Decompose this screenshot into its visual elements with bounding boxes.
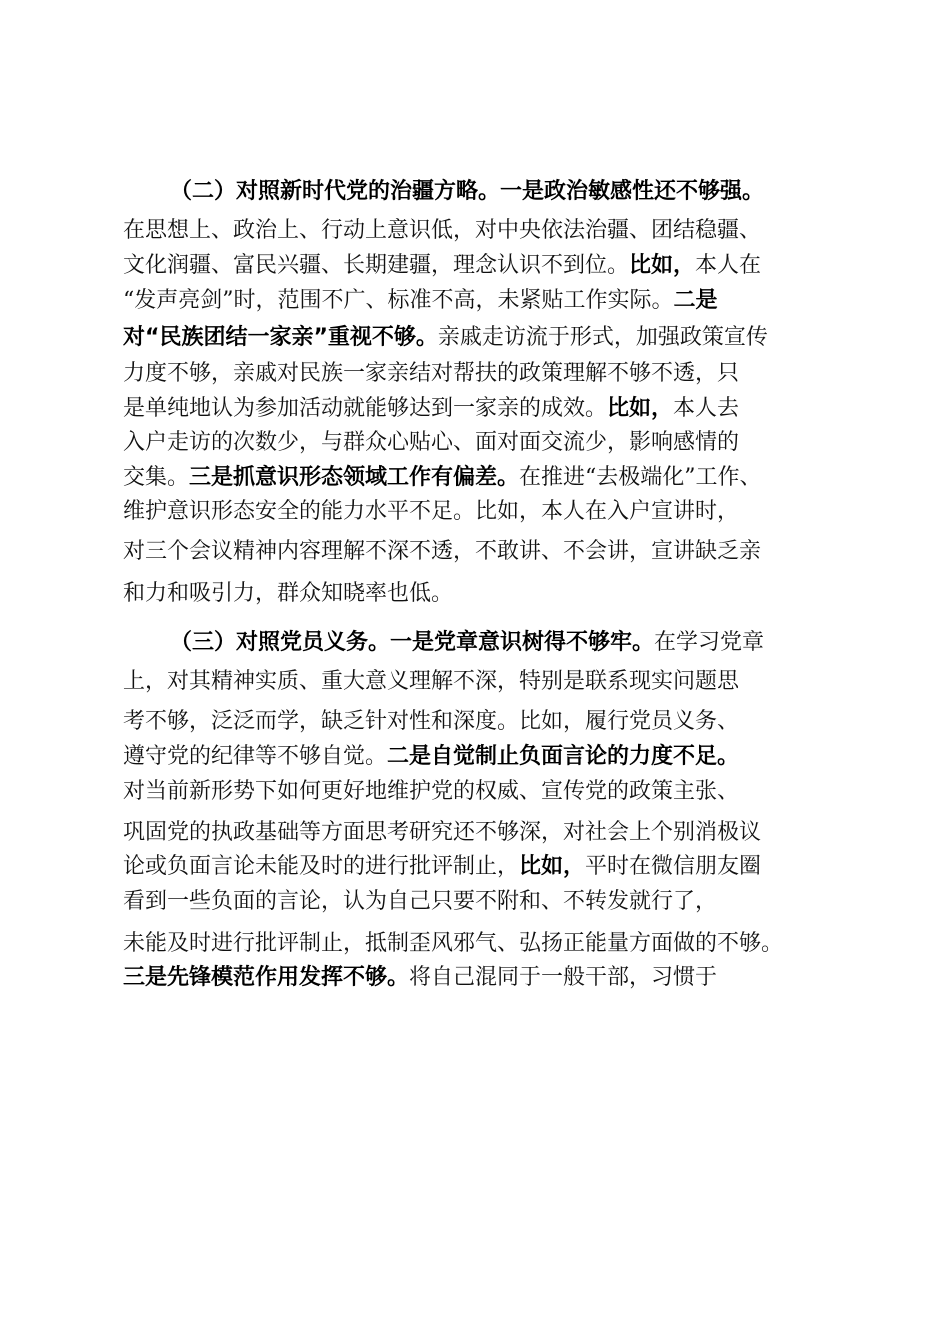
paragraph-line	[123, 777, 739, 807]
paragraph-line	[123, 963, 717, 993]
text-segment: 入户走访的次数少，与群众心贴心、面对面交流少，影响感情的	[123, 430, 740, 455]
paragraph-line	[123, 216, 761, 246]
bold-text-segment: 二是	[673, 288, 718, 313]
bold-text-segment: 对“民族团结一家亲”重视不够。	[123, 325, 438, 350]
bold-text-segment: （二）对照新时代党的治疆方略。一是政治敏感性还不够强。	[170, 179, 765, 204]
paragraph-line	[123, 323, 768, 353]
paragraph-line	[123, 359, 739, 389]
text-segment: 本人去	[673, 396, 740, 421]
paragraph-line	[123, 667, 739, 697]
paragraph-line	[123, 929, 783, 959]
text-segment: 本人在	[695, 253, 762, 278]
text-segment: 在推进“去极端化”工作、	[519, 465, 762, 490]
text-segment: 论或负面言论未能及时的进行批评制止，	[123, 854, 520, 879]
text-segment: 在学习党章	[654, 630, 765, 655]
paragraph-line	[123, 394, 739, 424]
paragraph-line	[123, 887, 717, 917]
text-segment: 交集。	[123, 465, 190, 490]
text-segment: 上，对其精神实质、重大意义理解不深，特别是联系现实问题思	[123, 669, 740, 694]
text-segment: 看到一些负面的言论，认为自己只要不附和、不转发就行了，	[123, 889, 718, 914]
paragraph-line	[123, 537, 761, 567]
text-segment: 将自己混同于一般干部，习惯于	[409, 965, 718, 990]
text-segment: 考不够，泛泛而学，缺乏针对性和深度。比如，履行党员义务、	[123, 709, 740, 734]
bold-text-segment: 比如，	[519, 854, 586, 879]
paragraph-line	[123, 579, 453, 609]
paragraph-line	[123, 463, 762, 493]
paragraph-line	[123, 286, 718, 316]
bold-text-segment: 二是自觉制止负面言论的力度不足。	[387, 744, 740, 769]
text-segment: 和力和吸引力，群众知晓率也低。	[123, 581, 454, 606]
text-segment: 未能及时进行批评制止，抵制歪风邪气、弘扬正能量方面做的不够。	[123, 931, 784, 956]
paragraph-line	[123, 251, 761, 281]
section-heading-two	[170, 177, 764, 207]
text-segment: 对三个会议精神内容理解不深不透，不敢讲、不会讲，宣讲缺乏亲	[123, 539, 762, 564]
text-segment: 文化润疆、富民兴疆、长期建疆，理念认识不到位。	[123, 253, 630, 278]
text-segment: 是单纯地认为参加活动就能够达到一家亲的成效。	[123, 396, 608, 421]
text-segment: 对当前新形势下如何更好地维护党的权威、宣传党的政策主张、	[123, 779, 740, 804]
paragraph-line	[123, 742, 739, 772]
bold-text-segment: 比如，	[607, 396, 674, 421]
paragraph-line	[123, 707, 739, 737]
bold-text-segment: （三）对照党员义务。一是党章意识树得不够牢。	[170, 630, 655, 655]
text-segment: 遵守党的纪律等不够自觉。	[123, 744, 388, 769]
text-segment: “发声亮剑”时，范围不广、标准不高，未紧贴工作实际。	[123, 288, 674, 313]
text-segment: 亲戚走访流于形式，加强政策宣传	[437, 325, 768, 350]
text-segment: 在思想上、政治上、行动上意识低，对中央依法治疆、团结稳疆、	[123, 218, 762, 243]
bold-text-segment: 比如，	[629, 253, 696, 278]
bold-text-segment: 三是先锋模范作用发挥不够。	[123, 965, 410, 990]
section-heading-three	[170, 628, 764, 658]
paragraph-line	[123, 497, 739, 527]
paragraph-line	[123, 818, 761, 848]
text-segment: 平时在微信朋友圈	[585, 854, 762, 879]
text-segment: 维护意识形态安全的能力水平不足。比如，本人在入户宣讲时，	[123, 499, 740, 524]
text-segment: 力度不够，亲戚对民族一家亲结对帮扶的政策理解不够不透，只	[123, 361, 740, 386]
bold-text-segment: 三是抓意识形态领域工作有偏差。	[189, 465, 520, 490]
paragraph-line	[123, 428, 739, 458]
paragraph-line	[123, 852, 761, 882]
text-segment: 巩固党的执政基础等方面思考研究还不够深，对社会上个别消极议	[123, 820, 762, 845]
